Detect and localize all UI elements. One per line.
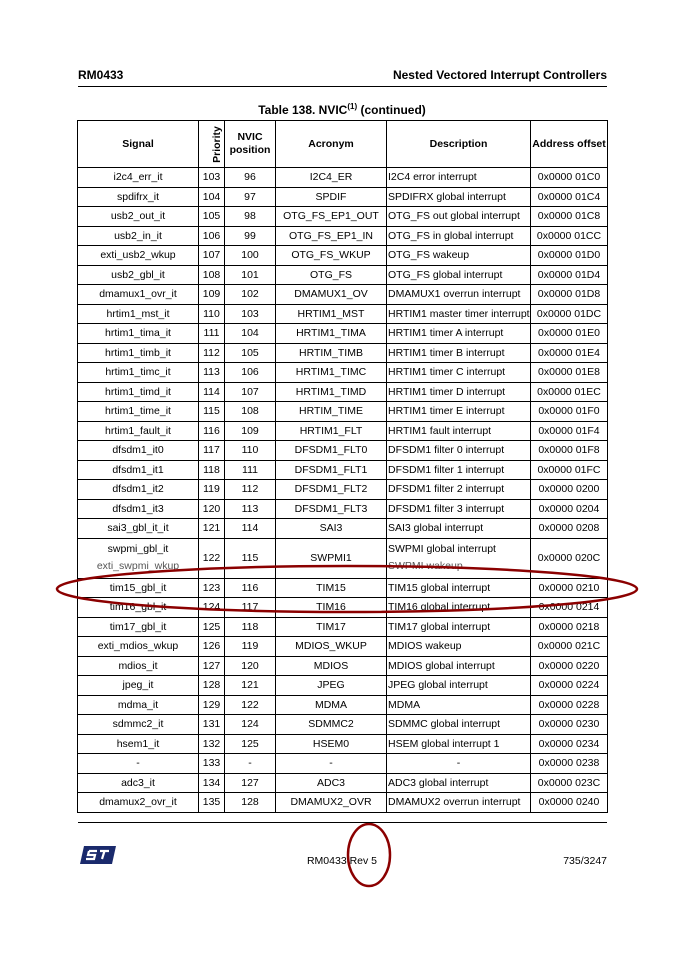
cell-acronym: MDMA [276,695,387,715]
table-body-lower [78,578,608,812]
cell-signal: hrtim1_mst_it [78,304,199,324]
cell-acronym: TIM16 [276,598,387,618]
cell-address-offset: 0x0000 0228 [531,695,608,715]
cell-priority: 109 [199,285,225,305]
doc-id: RM0433 [78,68,124,82]
cell-acronym: HRTIM_TIME [276,402,387,422]
cell-address-offset: 0x0000 01E0 [531,324,608,344]
cell-acronym: DFSDM1_FLT1 [276,460,387,480]
cell-priority: 120 [199,499,225,519]
cell-address-offset: 0x0000 0210 [531,578,608,598]
cell-acronym: OTG_FS [276,265,387,285]
cell-address-offset: 0x0000 0204 [531,499,608,519]
table-row [78,676,608,696]
cell-description: HSEM global interrupt 1 [387,734,531,754]
cell-acronym: DFSDM1_FLT2 [276,480,387,500]
cell-signal: tim15_gbl_it [78,578,199,598]
table-row [78,754,608,774]
cell-address-offset: 0x0000 0200 [531,480,608,500]
cell-nvic-position: 108 [225,402,276,422]
table-row [78,773,608,793]
cell-acronym: DFSDM1_FLT0 [276,441,387,461]
cell-acronym: SWPMI1 [276,538,387,578]
cell-description: HRTIM1 timer A interrupt [387,324,531,344]
cell-nvic-position: 100 [225,246,276,266]
cell-nvic-position: 114 [225,519,276,539]
cell-priority: 110 [199,304,225,324]
cell-description: DMAMUX1 overrun interrupt [387,285,531,305]
cell-acronym: DFSDM1_FLT3 [276,499,387,519]
table-row [78,519,608,539]
cell-nvic-position: 96 [225,168,276,188]
cell-description: OTG_FS wakeup [387,246,531,266]
cell-nvic-position: 112 [225,480,276,500]
cell-address-offset: 0x0000 0234 [531,734,608,754]
cell-address-offset: 0x0000 01E4 [531,343,608,363]
caption-footnote-ref: (1) [347,102,358,111]
cell-nvic-position: 106 [225,363,276,383]
table-row [78,598,608,618]
cell-nvic-position: 125 [225,734,276,754]
cell-signal: dfsdm1_it0 [78,441,199,461]
cell-signal: adc3_it [78,773,199,793]
col-header-priority-label: Priority [210,125,223,163]
cell-signal: tim16_gbl_it [78,598,199,618]
cell-address-offset: 0x0000 023C [531,773,608,793]
table-row [78,265,608,285]
cell-signal: hrtim1_timd_it [78,382,199,402]
cell-acronym: HRTIM1_TIMA [276,324,387,344]
cell-priority: 133 [199,754,225,774]
cell-acronym: OTG_FS_WKUP [276,246,387,266]
cell-description: MDMA [387,695,531,715]
table-row [78,363,608,383]
cell-acronym: OTG_FS_EP1_OUT [276,207,387,227]
cell-address-offset: 0x0000 01F4 [531,421,608,441]
table-body-upper [78,168,608,539]
cell-priority: 132 [199,734,225,754]
cell-signal: hrtim1_timc_it [78,363,199,383]
cell-description: TIM17 global interrupt [387,617,531,637]
cell-nvic-position: 122 [225,695,276,715]
cell-address-offset: 0x0000 021C [531,637,608,657]
cell-priority: 105 [199,207,225,227]
cell-description: JPEG global interrupt [387,676,531,696]
cell-acronym: MDIOS_WKUP [276,637,387,657]
cell-description: DFSDM1 filter 1 interrupt [387,460,531,480]
table-row [78,402,608,422]
cell-address-offset: 0x0000 01CC [531,226,608,246]
cell-nvic-position: 107 [225,382,276,402]
cell-acronym: DMAMUX1_OV [276,285,387,305]
cell-address-offset: 0x0000 0218 [531,617,608,637]
cell-description: DFSDM1 filter 2 interrupt [387,480,531,500]
cell-nvic-position: 109 [225,421,276,441]
cell-nvic-position: 124 [225,715,276,735]
cell-nvic-position: 105 [225,343,276,363]
table-row [78,246,608,266]
cell-signal-line1: swpmi_gbl_it [107,543,169,555]
cell-address-offset: 0x0000 01C8 [531,207,608,227]
col-header-description: Description [387,121,531,168]
cell-priority: 114 [199,382,225,402]
cell-priority: 121 [199,519,225,539]
table-row [78,226,608,246]
cell-acronym: SAI3 [276,519,387,539]
cell-nvic-position: 128 [225,793,276,813]
cell-description: SAI3 global interrupt [387,519,531,539]
cell-priority: 124 [199,598,225,618]
nvic-table [77,120,608,813]
cell-acronym: HSEM0 [276,734,387,754]
cell-address-offset: 0x0000 01E8 [531,363,608,383]
cell-nvic-position: 97 [225,187,276,207]
cell-address-offset: 0x0000 01D4 [531,265,608,285]
cell-signal: jpeg_it [78,676,199,696]
table-row [78,168,608,188]
col-header-nvic-position: NVIC position [225,121,276,168]
cell-nvic-position: 98 [225,207,276,227]
cell-address-offset: 0x0000 01F0 [531,402,608,422]
table-row [78,734,608,754]
cell-nvic-position: 117 [225,598,276,618]
cell-description: SDMMC global interrupt [387,715,531,735]
cell-description: HRTIM1 timer C interrupt [387,363,531,383]
cell-address-offset: 0x0000 0220 [531,656,608,676]
table-row [78,382,608,402]
cell-signal: exti_usb2_wkup [78,246,199,266]
table-row [78,715,608,735]
col-header-address-offset: Address offset [531,121,608,168]
cell-description: DFSDM1 filter 0 interrupt [387,441,531,461]
cell-nvic-position: 120 [225,656,276,676]
cell-priority: 115 [199,402,225,422]
cell-signal: mdios_it [78,656,199,676]
table-row [78,499,608,519]
cell-priority: 135 [199,793,225,813]
cell-acronym: ADC3 [276,773,387,793]
cell-nvic-position: 127 [225,773,276,793]
footer-revision: RM0433 Rev 5 [306,855,378,867]
cell-address-offset: 0x0000 01D0 [531,246,608,266]
cell-priority: 107 [199,246,225,266]
cell-address-offset: 0x0000 0238 [531,754,608,774]
cell-acronym: TIM17 [276,617,387,637]
cell-nvic-position: 103 [225,304,276,324]
cell-priority: 131 [199,715,225,735]
cell-address-offset: 0x0000 0208 [531,519,608,539]
cell-nvic-position: 119 [225,637,276,657]
cell-priority: 118 [199,460,225,480]
cell-signal: exti_mdios_wkup [78,637,199,657]
cell-priority: 127 [199,656,225,676]
cell-description: TIM16 global interrupt [387,598,531,618]
cell-acronym: I2C4_ER [276,168,387,188]
cell-signal: dfsdm1_it1 [78,460,199,480]
cell-priority: 104 [199,187,225,207]
cell-description: OTG_FS global interrupt [387,265,531,285]
cell-priority: 129 [199,695,225,715]
cell-priority: 128 [199,676,225,696]
cell-address-offset: 0x0000 01C0 [531,168,608,188]
cell-signal: hrtim1_timb_it [78,343,199,363]
cell-priority: 112 [199,343,225,363]
cell-acronym: HRTIM1_TIMD [276,382,387,402]
col-header-priority [199,121,225,168]
table-row [78,793,608,813]
cell-acronym: JPEG [276,676,387,696]
cell-nvic-position: - [225,754,276,774]
cell-signal: usb2_out_it [78,207,199,227]
table-row [78,695,608,715]
cell-priority: 125 [199,617,225,637]
footer-page-number: 735/3247 [563,855,607,867]
caption-main: Table 138. NVIC [258,103,348,117]
cell-acronym: SPDIF [276,187,387,207]
cell-description: OTG_FS out global interrupt [387,207,531,227]
cell-priority: 116 [199,421,225,441]
cell-signal: hrtim1_time_it [78,402,199,422]
table-row [78,637,608,657]
cell-signal: mdma_it [78,695,199,715]
cell-signal: tim17_gbl_it [78,617,199,637]
cell-address-offset: 0x0000 01EC [531,382,608,402]
table-row [78,617,608,637]
cell-description: HRTIM1 fault interrupt [387,421,531,441]
cell-description: DFSDM1 filter 3 interrupt [387,499,531,519]
table-row [78,441,608,461]
cell-priority: 117 [199,441,225,461]
col-header-signal: Signal [78,121,199,168]
cell-address-offset: 0x0000 01F8 [531,441,608,461]
table-row [78,343,608,363]
cell-signal: dmamux2_ovr_it [78,793,199,813]
cell-signal: hrtim1_fault_it [78,421,199,441]
cell-description: HRTIM1 timer D interrupt [387,382,531,402]
cell-address-offset: 0x0000 01C4 [531,187,608,207]
cell-nvic-position: 115 [225,538,276,578]
cell-priority: 122 [199,538,225,578]
cell-acronym: HRTIM1_TIMC [276,363,387,383]
table-row [78,656,608,676]
cell-nvic-position: 104 [225,324,276,344]
table-row [78,324,608,344]
cell-priority: 113 [199,363,225,383]
cell-signal: sai3_gbl_it_it [78,519,199,539]
cell-acronym: MDIOS [276,656,387,676]
cell-description: MDIOS wakeup [387,637,531,657]
cell-nvic-position: 99 [225,226,276,246]
cell-description: DMAMUX2 overrun interrupt [387,793,531,813]
cell-acronym: TIM15 [276,578,387,598]
cell-nvic-position: 113 [225,499,276,519]
cell-description: HRTIM1 timer E interrupt [387,402,531,422]
cell-address-offset: 0x0000 0224 [531,676,608,696]
cell-description: I2C4 error interrupt [387,168,531,188]
cell-nvic-position: 111 [225,460,276,480]
cell-nvic-position: 110 [225,441,276,461]
cell-address-offset: 0x0000 0230 [531,715,608,735]
cell-signal: sdmmc2_it [78,715,199,735]
cell-signal: - [78,754,199,774]
cell-address-offset: 0x0000 0240 [531,793,608,813]
cell-signal: dfsdm1_it2 [78,480,199,500]
table-row [78,285,608,305]
table-row [78,187,608,207]
cell-acronym: HRTIM1_MST [276,304,387,324]
cell-address-offset: 0x0000 01DC [531,304,608,324]
cell-signal [78,538,199,578]
table-row [78,578,608,598]
cell-description: - [387,754,531,774]
table-row [78,207,608,227]
table-header-row [78,121,608,168]
caption-suffix: (continued) [357,103,426,117]
cell-priority: 103 [199,168,225,188]
table-row [78,480,608,500]
cell-priority: 123 [199,578,225,598]
table-body-swpmi [78,538,608,578]
cell-priority: 106 [199,226,225,246]
cell-acronym: HRTIM_TIMB [276,343,387,363]
cell-signal: dmamux1_ovr_it [78,285,199,305]
footer-divider [78,822,607,823]
cell-priority: 108 [199,265,225,285]
section-title: Nested Vectored Interrupt Controllers [392,68,607,82]
cell-signal: usb2_gbl_it [78,265,199,285]
table-row [78,304,608,324]
cell-description: HRTIM1 master timer interrupt [387,304,531,324]
col-header-acronym: Acronym [276,121,387,168]
table-row [78,421,608,441]
cell-acronym: - [276,754,387,774]
cell-nvic-position: 118 [225,617,276,637]
cell-priority: 126 [199,637,225,657]
cell-signal-line2: exti_swpmi_wkup [96,560,180,572]
cell-signal: spdifrx_it [78,187,199,207]
header-divider [78,86,607,87]
cell-nvic-position: 101 [225,265,276,285]
cell-acronym: HRTIM1_FLT [276,421,387,441]
cell-priority: 119 [199,480,225,500]
table-row [78,538,608,578]
cell-signal: hsem1_it [78,734,199,754]
cell-description [387,538,531,578]
cell-nvic-position: 121 [225,676,276,696]
cell-acronym: OTG_FS_EP1_IN [276,226,387,246]
cell-address-offset: 0x0000 0214 [531,598,608,618]
cell-description-line2: SWPMI wakeup [388,560,463,572]
cell-description: SPDIFRX global interrupt [387,187,531,207]
cell-nvic-position: 116 [225,578,276,598]
table-row [78,460,608,480]
cell-description: ADC3 global interrupt [387,773,531,793]
cell-nvic-position: 102 [225,285,276,305]
cell-description: MDIOS global interrupt [387,656,531,676]
cell-signal: i2c4_err_it [78,168,199,188]
cell-signal: hrtim1_tima_it [78,324,199,344]
cell-address-offset: 0x0000 020C [531,538,608,578]
cell-acronym: DMAMUX2_OVR [276,793,387,813]
cell-acronym: SDMMC2 [276,715,387,735]
cell-description: TIM15 global interrupt [387,578,531,598]
cell-signal: dfsdm1_it3 [78,499,199,519]
cell-description-line1: SWPMI global interrupt [388,543,496,555]
cell-address-offset: 0x0000 01D8 [531,285,608,305]
cell-priority: 111 [199,324,225,344]
cell-address-offset: 0x0000 01FC [531,460,608,480]
cell-description: OTG_FS in global interrupt [387,226,531,246]
cell-description: HRTIM1 timer B interrupt [387,343,531,363]
cell-signal: usb2_in_it [78,226,199,246]
table-caption [0,102,684,117]
cell-priority: 134 [199,773,225,793]
